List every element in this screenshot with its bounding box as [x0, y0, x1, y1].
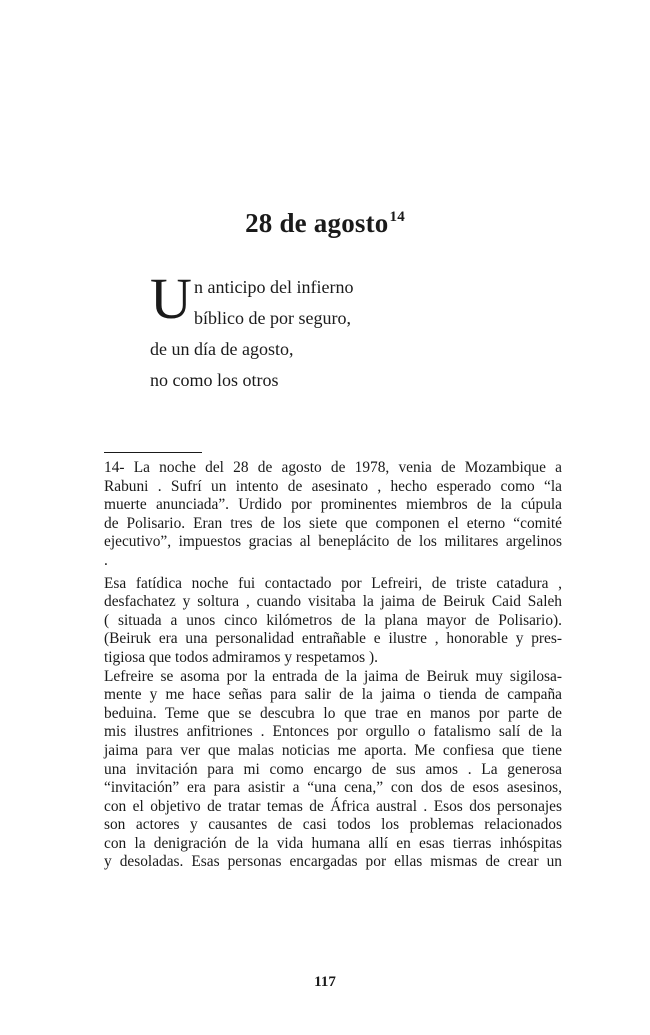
footnote-line: son actores y causantes de casi todos los problemas relacionados [104, 816, 562, 834]
footnote-line: Lefreire se asoma por la entrada de la jaima de Beiruk muy sigilosa- [104, 667, 562, 685]
footnote-line: con el objetivo de tratar temas de África austral . Esos dos personajes [104, 797, 562, 815]
footnote-reference: 14 [389, 209, 405, 225]
footnote-line: con la denigración de la vida humana allí en esas tierras inhóspitas [104, 834, 562, 852]
footnote-line: jaima para ver que malas noticias me aporta. Me confiesa que tiene [104, 741, 562, 759]
poem-line: de un día de agosto, [150, 339, 294, 359]
footnote-line: Esa fatídica noche fui contactado por Lefreiri, de triste catadura , [104, 574, 562, 592]
footnote-line: mente y me hace señas para salir de la jaima o tienda de campaña [104, 686, 562, 704]
footnote-line: de Polisario. Eran tres de los siete que componen el eterno “comité [104, 514, 562, 532]
page-number: 117 [314, 974, 336, 990]
footnote-line: muerte anunciada”. Urdido por prominentes miembros de la cúpula [104, 496, 562, 514]
footnote [104, 459, 562, 872]
footnote-line: beduina. Teme que se descubra lo que trae en manos por parte de [104, 704, 562, 722]
footnote-line: ( situada a unos cinco kilómetros de la plana mayor de Polisario). [104, 611, 562, 629]
footnote-paragraph [104, 459, 562, 571]
footnote-line: una invitación para mi como encargo de sus amos . La generosa [104, 760, 562, 778]
poem [150, 266, 530, 396]
footnote-line: Rabuni . Sufrí un intento de asesinato , hecho esperado como “la [104, 477, 562, 495]
chapter-title [0, 208, 650, 239]
drop-cap: U [150, 266, 192, 331]
poem-line: n anticipo del infierno [194, 277, 354, 297]
footnote-line: mis ilustres anfitriones . Entonces por orgullo o fatalismo salí de la [104, 723, 562, 741]
chapter-title-text: 28 de agosto [245, 208, 389, 238]
footnote-line: . [104, 551, 108, 569]
footnote-separator [104, 452, 202, 453]
footnote-line: tigiosa que todos admiramos y respetamos ). [104, 648, 378, 666]
footnote-line: ejecutivo”, impuestos gracias al beneplácito de los militares argelinos [104, 533, 562, 551]
footnote-line: “invitación” era para asistir a “una cena,” con dos de esos asesinos, [104, 779, 562, 797]
poem-line: bíblico de por seguro, [194, 308, 351, 328]
footnote-line: (Beiruk era una personalidad entrañable e ilustre , honorable y pres- [104, 630, 562, 648]
footnote-paragraph [104, 575, 562, 668]
footnote-line: desfachatez y soltura , cuando visitaba la jaima de Beiruk Caid Saleh [104, 593, 562, 611]
footnote-paragraph [104, 668, 562, 873]
footnote-line: 14- La noche del 28 de agosto de 1978, venia de Mozambique a [104, 459, 562, 476]
footnote-line: y desoladas. Esas personas encargadas por ellas mismas de crear un [104, 853, 562, 871]
poem-line: no como los otros [150, 370, 279, 390]
